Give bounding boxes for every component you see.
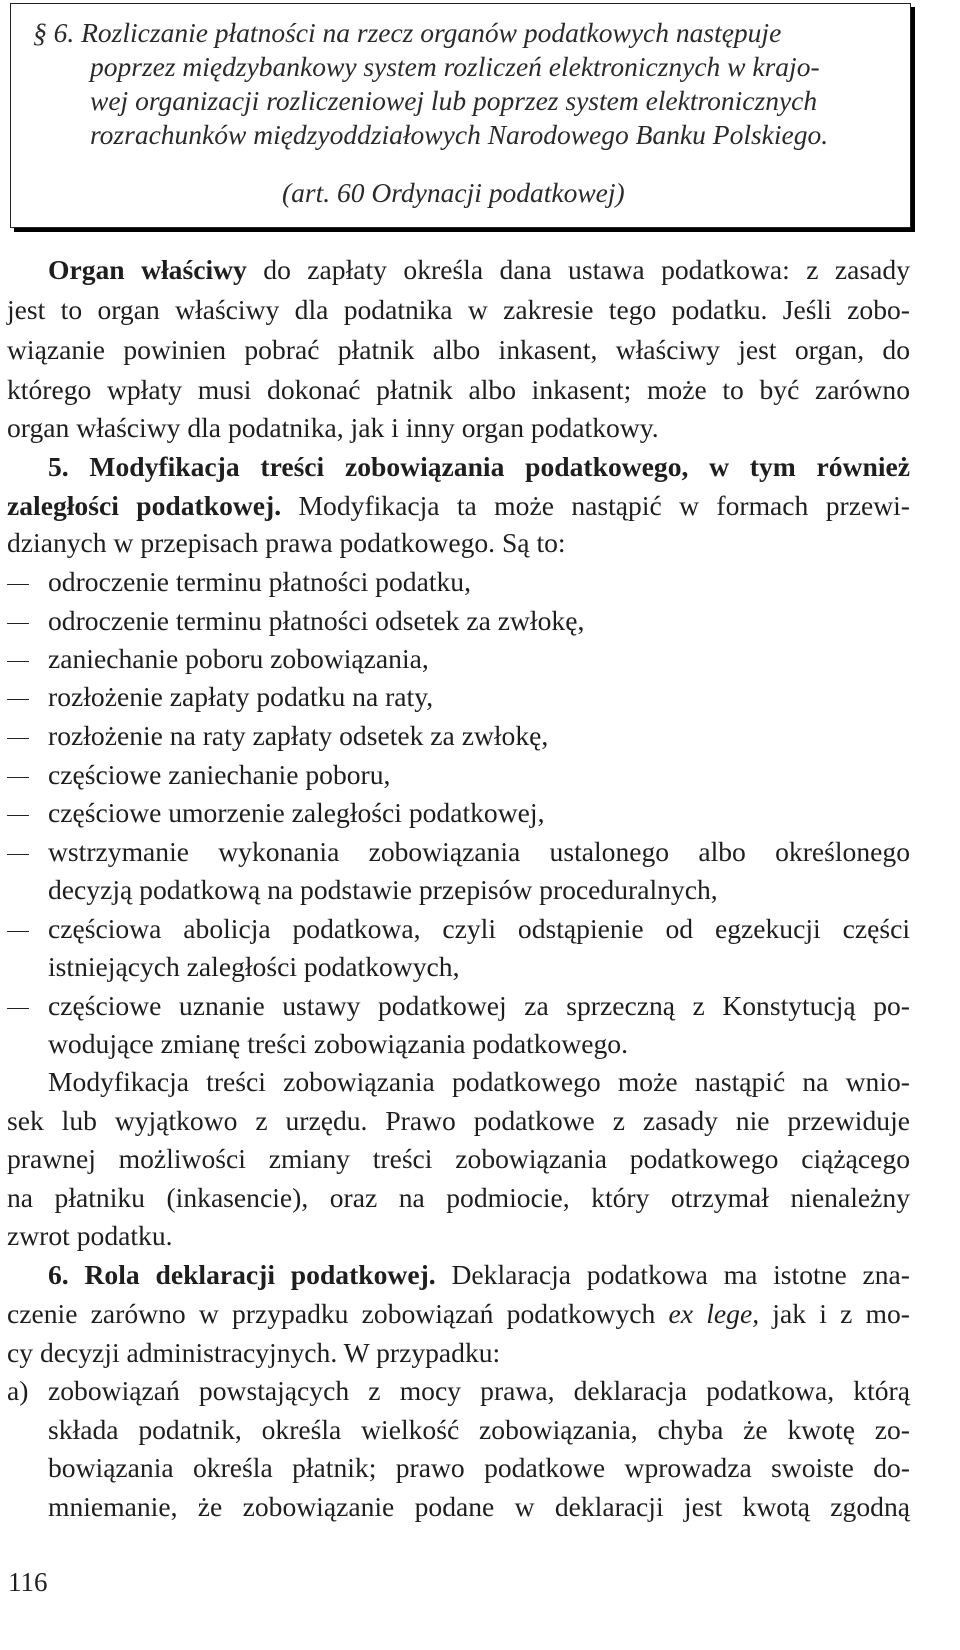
paragraph-line (48, 252, 910, 287)
list-item: częściowa abolicja podatkowa, czyli odstąpienie od egzekucji części (48, 913, 910, 944)
dash-bullet (7, 911, 29, 946)
list-item-continuation: istniejących zaległości podatkowych, (48, 951, 460, 982)
legal-quote-box (10, 3, 911, 228)
paragraph-line (7, 488, 910, 523)
dash-bullet (7, 641, 29, 676)
text-span: Modyfikacja ta może nastąpić w formach przewi- (281, 490, 910, 521)
quote-text (33, 16, 895, 152)
list-item: zobowiązań powstających z mocy prawa, deklaracja podatkowa, którą (48, 1375, 910, 1406)
dash-bullet (7, 564, 29, 599)
dash-bullet (7, 603, 29, 638)
list-item-continuation: składa podatnik, określa wielkość zobowiązania, chyba że kwotę zo- (48, 1414, 910, 1445)
list-item-continuation: bowiązania określa płatnik; prawo podatkowe wprowadza swoiste do- (48, 1452, 910, 1483)
paragraph-line: zwrot podatku. (7, 1220, 173, 1251)
list-item: rozłożenie na raty zapłaty odsetek za zwłokę, (48, 720, 549, 751)
list-item: odroczenie terminu płatności odsetek za zwłokę, (48, 605, 585, 636)
dash-bullet (7, 679, 29, 714)
paragraph-line: dzianych w przepisach prawa podatkowego. Są to: (7, 527, 566, 558)
list-marker: a) (7, 1375, 29, 1406)
list-item: odroczenie terminu płatności podatku, (48, 566, 471, 597)
quote-citation: (art. 60 Ordynacji podatkowej) (282, 177, 625, 208)
list-item: częściowe umorzenie zaległości podatkowej, (48, 797, 545, 828)
text-span: do zapłaty określa dana ustawa podatkowa: z zasady (246, 254, 911, 285)
bold-term: Organ właściwy (48, 254, 247, 285)
text-span: Deklaracja podatkowa ma istotne zna- (435, 1259, 910, 1290)
page-number: 116 (8, 1567, 48, 1597)
text-span: jak i z mo- (759, 1298, 910, 1329)
dash-bullet (7, 795, 29, 830)
list-item: wstrzymanie wykonania zobowiązania ustalonego albo określonego (48, 836, 910, 867)
paragraph-line: prawnej możliwości zmiany treści zobowiązania podatkowego ciążącego (7, 1143, 910, 1174)
list-item-continuation: decyzją podatkową na podstawie przepisów proceduralnych, (48, 874, 718, 905)
paragraph-line: cy decyzji administracyjnych. W przypadku: (7, 1337, 501, 1368)
dash-bullet (7, 718, 29, 753)
paragraph-line: Modyfikacja treści zobowiązania podatkowego może nastąpić na wnio- (48, 1066, 910, 1097)
quote-line: poprzez międzybankowy system rozliczeń elektronicznych w krajo- (90, 51, 820, 82)
list-item: częściowe zaniechanie poboru, (48, 759, 391, 790)
paragraph-line (7, 1296, 910, 1331)
paragraph-line: którego wpłaty musi dokonać płatnik albo inkasent; może to być zarówno (7, 374, 910, 405)
list-item-continuation: mniemanie, że zobowiązanie podane w deklaracji jest kwotą zgodną (48, 1491, 910, 1522)
dash-bullet (7, 757, 29, 792)
dash-bullet (7, 834, 29, 869)
latin-term: ex lege, (668, 1298, 760, 1329)
quote-line: wej organizacji rozliczeniowej lub poprzez system elektronicznych (90, 85, 818, 116)
dash-bullet (7, 988, 29, 1023)
paragraph-line: organ właściwy dla podatnika, jak i inny organ podatkowy. (7, 412, 659, 443)
list-item: zaniechanie poboru zobowiązania, (48, 643, 429, 674)
list-item: częściowe uznanie ustawy podatkowej za sprzeczną z Konstytucją po- (48, 990, 910, 1021)
list-item: rozłożenie zapłaty podatku na raty, (48, 681, 434, 712)
quote-line: rozrachunków międzyoddziałowych Narodowego Banku Polskiego. (90, 119, 829, 150)
paragraph-line (48, 1257, 910, 1292)
paragraph-line: na płatniku (inkasencie), oraz na podmiocie, który otrzymał nienależny (7, 1182, 910, 1213)
section-heading-line: 5. Modyfikacja treści zobowiązania podatkowego, w tym również (48, 451, 910, 482)
section-heading: zaległości podatkowej. (7, 490, 282, 521)
text-span: czenie zarówno w przypadku zobowiązań podatkowych (7, 1298, 669, 1329)
section-heading: 6. Rola deklaracji podatkowej. (48, 1259, 436, 1290)
paragraph-line: wiązanie powinien pobrać płatnik albo inkasent, właściwy jest organ, do (7, 334, 910, 365)
list-item-continuation: wodujące zmianę treści zobowiązania podatkowego. (48, 1028, 628, 1059)
paragraph-line: sek lub wyjątkowo z urzędu. Prawo podatkowe z zasady nie przewiduje (7, 1105, 910, 1136)
quote-line: § 6. Rozliczanie płatności na rzecz organów podatkowych następuje (33, 17, 782, 48)
paragraph-line: jest to organ właściwy dla podatnika w zakresie tego podatku. Jeśli zobo- (7, 294, 910, 325)
